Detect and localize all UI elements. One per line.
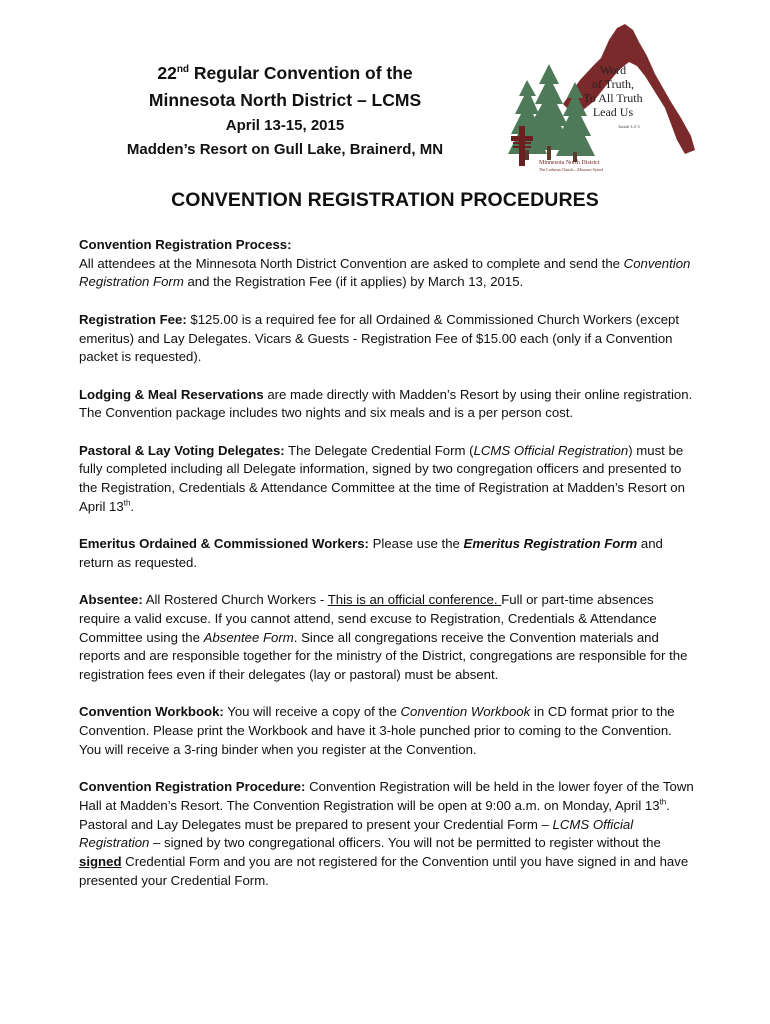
section-heading: Convention Registration Process: (79, 237, 292, 252)
form-name: LCMS Official Registration (473, 442, 629, 458)
section-text: – signed by two congregational officers. You will not be permitted to register without the (149, 835, 661, 851)
district-logo (505, 22, 695, 177)
section-text: and the Registration Fee (if it applies) by March 13, 2015. (183, 274, 524, 290)
section-text: . Since all congregations receive the Convention materials and reports and are responsible together for the ministry of the District, congregations are responsible for the registration fees even if their delegates (lay or pastoral) must be absent. (79, 629, 688, 683)
book-name: Convention Workbook (400, 704, 531, 720)
section-heading: Convention Workbook: (79, 704, 224, 720)
form-name: LCMS Official Registration (79, 816, 634, 851)
section-text: Please use the (368, 536, 464, 552)
section-text: and return as requested. (79, 536, 663, 570)
motto-line1: Word (599, 63, 627, 77)
convention-number: 22 (157, 63, 177, 83)
section-heading: Lodging & Meal Reservations (79, 386, 264, 402)
signed-emphasis: signed (79, 854, 122, 870)
section-absentee (79, 591, 697, 685)
official-conference-notice: This is an official conference. (327, 592, 502, 608)
section-text: Full or part-time absences require a valid excuse. If you cannot attend, send excuse to Registration, Credentials & Attendance Committee using the (79, 592, 657, 645)
section-voting-delegates (79, 442, 697, 517)
convention-title-line (100, 60, 470, 87)
section-text: ) must be fully completed including all Delegate information, signed by two congregation officers and presented to the Registration, Credentials & Attendance Committee at the time of Registration at Madden’s Resort on April 13 (79, 442, 685, 514)
section-text: All attendees at the Minnesota North District Convention are asked to complete and send the (79, 255, 624, 271)
section-text: . Pastoral and Lay Delegates must be prepared to present your Credential Form – (79, 797, 670, 832)
section-heading: Absentee: (79, 592, 143, 608)
section-text: . (130, 498, 135, 514)
document-title: CONVENTION REGISTRATION PROCEDURES (171, 189, 599, 211)
section-emeritus (79, 535, 697, 572)
section-registration-procedure (79, 778, 697, 890)
ordinal-suffix: nd (176, 64, 190, 76)
convention-dates: April 13-15, 2015 (225, 117, 345, 134)
section-heading: Registration Fee: (79, 311, 187, 327)
convention-location: Madden’s Resort on Gull Lake, Brainerd, MN (126, 141, 444, 158)
convention-title-rest: Regular Convention of the (189, 63, 413, 83)
form-name: Convention Registration Form (79, 255, 691, 290)
form-name: Absentee Form (203, 629, 294, 645)
section-text: All Rostered Church Workers - (142, 592, 328, 608)
section-text: Convention Registration will be held in the lower foyer of the Town Hall at Madden’s Resort. The Convention Registration will be open at 9:00 a.m. on Monday, April 13 (79, 779, 694, 813)
motto-line3: To All Truth (583, 91, 643, 105)
section-text: in CD format prior to the Convention. Please print the Workbook and have it 3-hole punched prior to coming to the Convention. You will receive a 3-ring binder when you register at the Convention. (79, 704, 675, 757)
motto-line4: Lead Us (592, 105, 634, 119)
section-registration-process (79, 236, 697, 292)
org-subtitle: The Lutheran Church—Missouri Synod (539, 167, 603, 172)
section-heading: Emeritus Ordained & Commissioned Workers: (79, 536, 369, 552)
scripture-ref: Isaiah 3:2-3 (618, 124, 640, 129)
convention-header (100, 60, 470, 162)
section-registration-fee (79, 311, 697, 367)
section-workbook (79, 703, 697, 759)
section-text: The Delegate Credential Form ( (284, 442, 474, 458)
motto-line2: of Truth, (591, 77, 635, 91)
section-heading: Convention Registration Procedure: (79, 779, 306, 795)
ordinal-suffix: th (659, 797, 667, 807)
org-name: Minnesota North District (539, 160, 600, 166)
ordinal-suffix: th (123, 498, 131, 508)
section-text: Credential Form and you are not registered for the Convention until you have signed in and have presented your Credential Form. (79, 854, 689, 888)
district-name: Minnesota North District – LCMS (148, 90, 422, 110)
section-lodging (79, 386, 697, 423)
section-text: are made directly with Madden’s Resort by using their online registration. The Convention package includes two nights and six meals and is a per person cost. (79, 386, 693, 421)
section-heading: Pastoral & Lay Voting Delegates: (79, 442, 285, 458)
form-name: Emeritus Registration Form (463, 536, 638, 552)
section-text: You will receive a copy of the (223, 704, 401, 720)
section-text: $125.00 is a required fee for all Ordained & Commissioned Church Workers (except emeritus) and Lay Delegates. Vicars & Guests - Registration Fee of $15.00 each (only if a Convention packet is requested). (79, 311, 680, 365)
document-body (79, 236, 697, 909)
